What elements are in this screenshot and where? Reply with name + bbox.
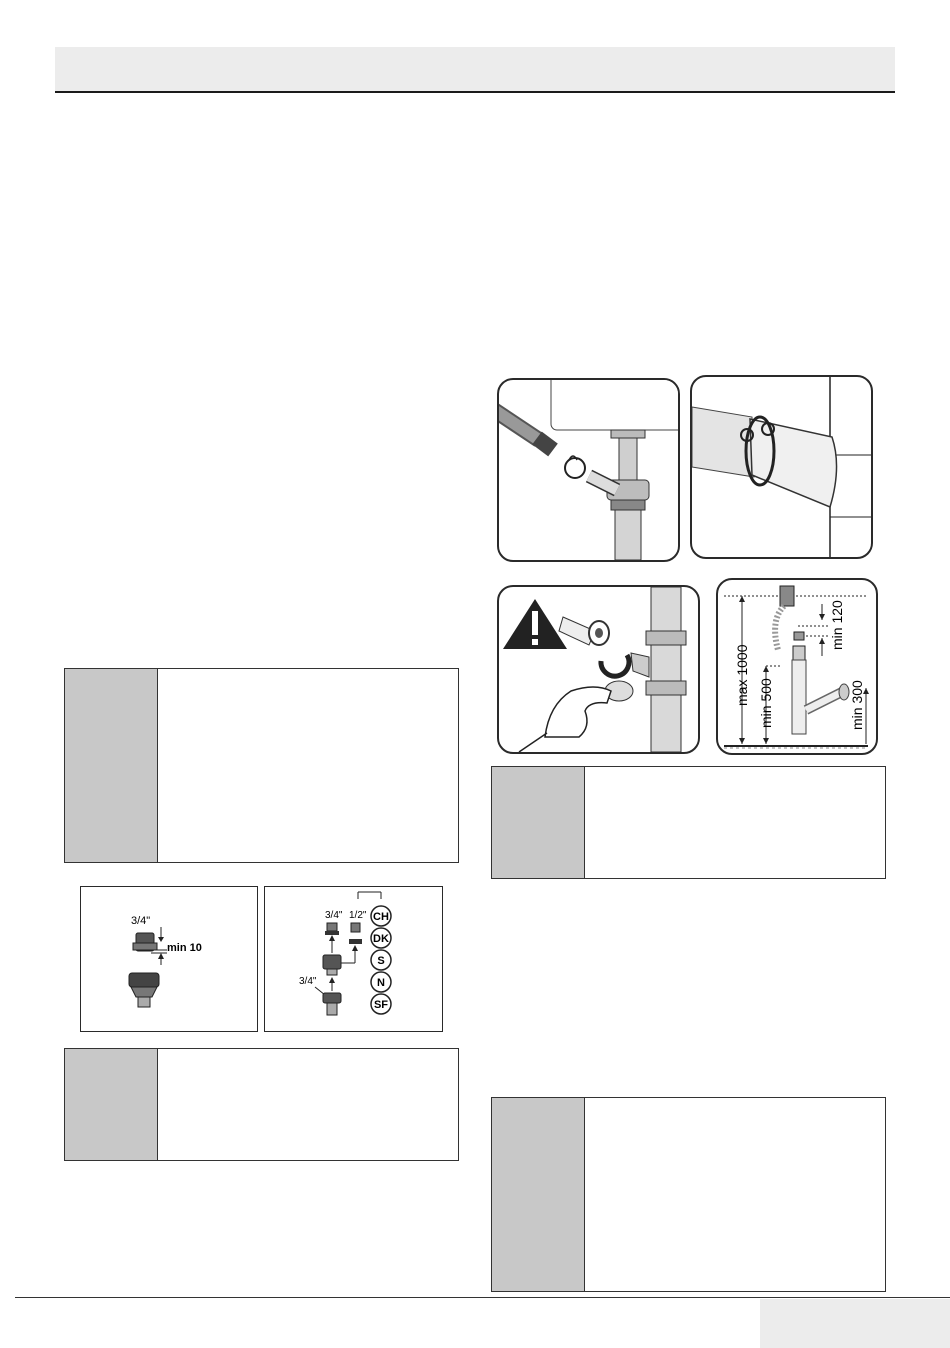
note-box-3 — [491, 766, 886, 879]
min-500-label: min 500 — [758, 678, 774, 728]
adapter-fitting-figure — [264, 886, 443, 1032]
thread-half-label: 1/2" — [349, 910, 367, 921]
min-300-label: min 300 — [849, 680, 865, 730]
country-badges — [371, 906, 391, 1014]
thread-label: 3/4" — [131, 915, 151, 927]
country-badge: S — [377, 955, 385, 967]
note-box-4 — [491, 1097, 886, 1292]
note-box-4-side — [492, 1098, 585, 1291]
note-box-3-side — [492, 767, 585, 878]
country-badge: SF — [373, 999, 389, 1011]
country-badge: DK — [373, 933, 389, 945]
hose-clamp-figure — [690, 375, 873, 559]
thread-top-label: 3/4" — [325, 910, 343, 921]
remove-cap-warning-figure — [497, 585, 700, 754]
min-120-label: min 120 — [829, 600, 845, 650]
note-box-2 — [64, 1048, 459, 1161]
note-box-1 — [64, 668, 459, 863]
page-number-box — [760, 1299, 950, 1348]
country-badge: N — [377, 977, 385, 989]
hose-fitting-figure — [80, 886, 258, 1032]
note-box-1-side — [65, 669, 158, 862]
drain-hose-siphon-figure — [497, 378, 680, 562]
header-band — [55, 47, 895, 93]
min-10-label: min 10 — [167, 942, 202, 954]
note-box-2-side — [65, 1049, 158, 1160]
max-1000-label: max 1000 — [734, 644, 750, 706]
footer-rule — [15, 1297, 950, 1298]
country-badge: CH — [373, 911, 389, 923]
exclamation-triangle-icon — [503, 599, 567, 649]
thread-bottom-label: 3/4" — [299, 976, 317, 987]
drain-height-figure — [716, 578, 878, 755]
